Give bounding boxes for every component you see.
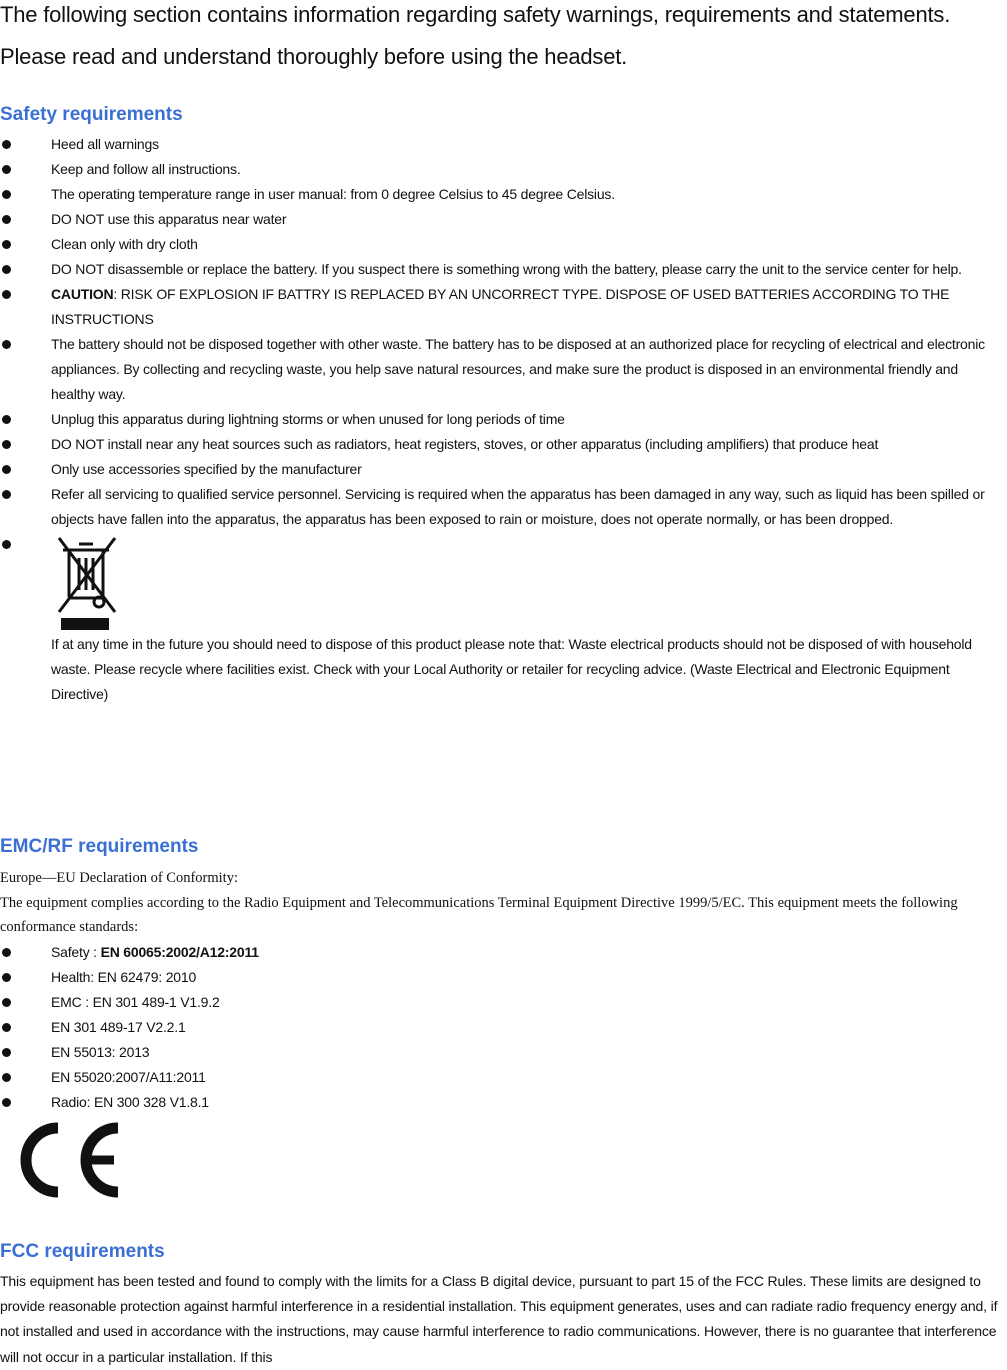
fcc-paragraph: This equipment has been tested and found to comply with the limits for a Class B digital device, pursuant to part 15 of the FCC Rules. These limits are designed to provide reasonable protection against harmful interference in a residential installation. This equipment generates, uses and can radiate radio frequency energy and, if not installed and used in accordance with the instructions, may cause harmful interference to radio communications. However, there is no guarantee that interference will not occur in a particular installation. If this — [0, 1273, 998, 1365]
list-item: The battery should not be disposed together with other waste. The battery has to be disposed at an authorized place for recycling of electrical and electronic appliances. By collecting and recycling waste, you help save natural resources, and make sure the product is disposed in an environmental friendly and healthy way. — [0, 332, 1000, 407]
safety-list — [0, 132, 1000, 707]
list-item: DO NOT use this apparatus near water — [0, 207, 1000, 232]
emc-heading: EMC/RF requirements — [0, 836, 199, 857]
intro-paragraph: The following section contains information regarding safety warnings, requirements and statements. Please read and understand thoroughly before using the headset. — [0, 2, 951, 69]
list-item: Unplug this apparatus during lightning storms or when unused for long periods of time — [0, 407, 1000, 432]
list-item: Only use accessories specified by the manufacturer — [0, 457, 1000, 482]
list-item: Heed all warnings — [0, 132, 1000, 157]
ce-mark-icon — [10, 1118, 130, 1207]
list-item: Health: EN 62479: 2010 — [0, 965, 800, 990]
list-item: EN 55013: 2013 — [0, 1040, 800, 1065]
directive-statement: The equipment complies according to the Radio Equipment and Telecommunications Terminal Equipment Directive 1999/5/EC. This equipment meets the following conformance standards: — [0, 894, 958, 935]
list-item — [0, 532, 1000, 707]
list-item: Radio: EN 300 328 V1.8.1 — [0, 1090, 800, 1115]
caution-label: CAUTION — [51, 286, 114, 302]
eu-declaration-line: Europe—EU Declaration of Conformity: — [0, 870, 238, 886]
list-item: EN 301 489-17 V2.2.1 — [0, 1015, 800, 1040]
list-item: The operating temperature range in user manual: from 0 degree Celsius to 45 degree Celsius. — [0, 182, 1000, 207]
fcc-heading: FCC requirements — [0, 1241, 165, 1262]
list-item: Refer all servicing to qualified service personnel. Servicing is required when the apparatus has been damaged in any way, such as liquid has been spilled or objects have fallen into the apparatus, the apparatus has been exposed to rain or moisture, does not operate normally, or has been dropped. — [0, 482, 1000, 532]
weee-text: If at any time in the future you should need to dispose of this product please note that: Waste electrical products should not be disposed of with household waste. Please recycle where facilities exist. Check with your Local Authority or retailer for recycling advice. (Waste Electrical and Electronic Equipment Directive) — [51, 636, 972, 702]
list-item: DO NOT install near any heat sources such as radiators, heat registers, stoves, or other apparatus (including amplifiers) that produce heat — [0, 432, 1000, 457]
emc-intro — [0, 866, 990, 940]
list-item: Safety : EN 60065:2002/A12:2011 — [0, 940, 800, 965]
crossed-out-wheelie-bin-icon — [51, 532, 121, 632]
list-item: Keep and follow all instructions. — [0, 157, 1000, 182]
standards-list — [0, 940, 800, 1115]
list-item: CAUTION: RISK OF EXPLOSION IF BATTRY IS REPLACED BY AN UNCORRECT TYPE. DISPOSE OF USED BATTERIES ACCORDING TO THE INSTRUCTIONS — [0, 282, 1000, 332]
list-item: EMC : EN 301 489-1 V1.9.2 — [0, 990, 800, 1015]
list-item: DO NOT disassemble or replace the battery. If you suspect there is something wrong with the battery, please carry the unit to the service center for help. — [0, 257, 1000, 282]
safety-heading: Safety requirements — [0, 104, 183, 125]
list-item: Clean only with dry cloth — [0, 232, 1000, 257]
list-item: EN 55020:2007/A11:2011 — [0, 1065, 800, 1090]
